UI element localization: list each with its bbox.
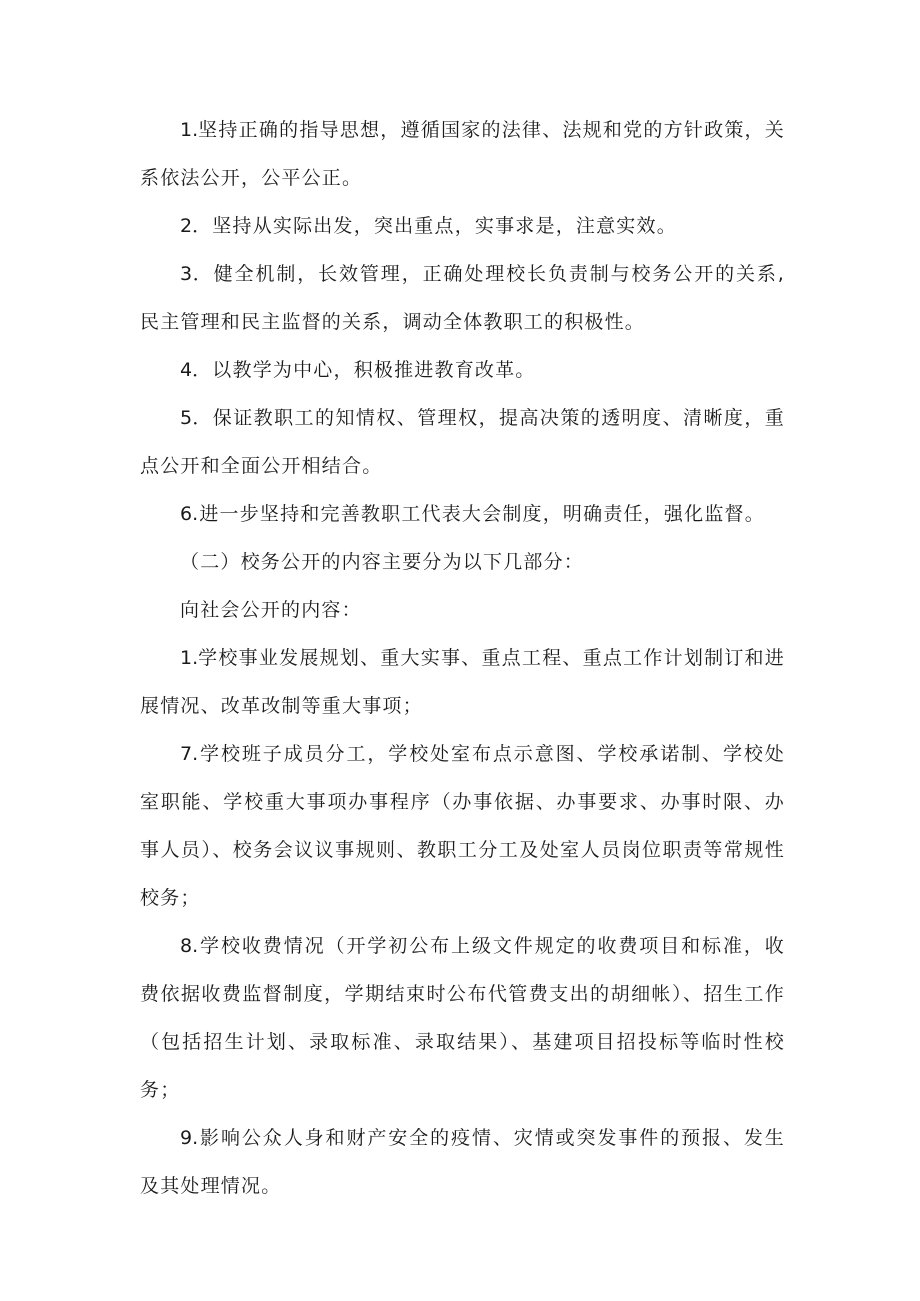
item-number: 3 [180, 263, 193, 285]
item-number: 1. [180, 647, 199, 669]
paragraph-text: ．以教学为中心，积极推进教育改革。 [192, 359, 536, 381]
paragraph-1 [140, 106, 785, 202]
paragraph-public-1 [140, 634, 785, 730]
paragraph-3 [140, 250, 785, 346]
paragraph-text: ．健全机制，长效管理，正确处理校长负责制与校务公开的关系,民主管理和民主监督的关系，调动全体教职工的积极性。 [140, 263, 785, 333]
paragraph-text: .影响公众人身和财产安全的疫情、灾情或突发事件的预报、发生及其处理情况。 [140, 1127, 785, 1197]
paragraph-4 [140, 346, 785, 394]
paragraph-text: ．坚持从实际出发，突出重点，实事求是，注意实效。 [192, 215, 677, 237]
paragraph-5 [140, 394, 785, 490]
item-number: 9 [180, 1127, 193, 1149]
item-number: 7 [180, 743, 193, 765]
paragraph-public-7 [140, 730, 785, 922]
item-number: 1. [180, 119, 199, 141]
heading-text: （二）校务公开的内容主要分为以下几部分： [180, 551, 585, 573]
item-number: 8 [180, 935, 193, 957]
paragraph-public-9 [140, 1114, 785, 1210]
item-number: 6 [180, 503, 193, 525]
paragraph-6 [140, 490, 785, 538]
paragraph-text: 坚持正确的指导思想，遵循国家的法律、法规和党的方针政策，关系依法公开，公平公正。 [140, 119, 785, 189]
subheading-text: 向社会公开的内容： [180, 599, 362, 621]
paragraph-2 [140, 202, 785, 250]
paragraph-text: .进一步坚持和完善教职工代表大会制度，明确责任，强化监督。 [192, 503, 765, 525]
paragraph-text: ．保证教职工的知情权、管理权，提高决策的透明度、清晰度，重点公开和全面公开相结合。 [140, 407, 785, 477]
paragraph-text: 学校事业发展规划、重大实事、重点工程、重点工作计划制订和进展情况、改革改制等重大事项； [140, 647, 785, 717]
item-number: 2 [180, 215, 193, 237]
paragraph-public-8 [140, 922, 785, 1114]
item-number: 4 [180, 359, 193, 381]
paragraph-text: .学校班子成员分工，学校处室布点示意图、学校承诺制、学校处室职能、学校重大事项办事程序（办事依据、办事要求、办事时限、办事人员）、校务会议议事规则、教职工分工及处室人员岗位职责等常规性校务； [140, 743, 785, 909]
paragraph-text: .学校收费情况（开学初公布上级文件规定的收费项目和标准，收费依据收费监督制度，学期结束时公布代管费支出的胡细帐）、招生工作（包括招生计划、录取标准、录取结果）、基建项目招投标等临时性校务； [140, 935, 785, 1101]
subheading [140, 586, 785, 634]
section-heading [140, 538, 785, 586]
item-number: 5 [180, 407, 193, 429]
document-body [140, 106, 785, 1210]
